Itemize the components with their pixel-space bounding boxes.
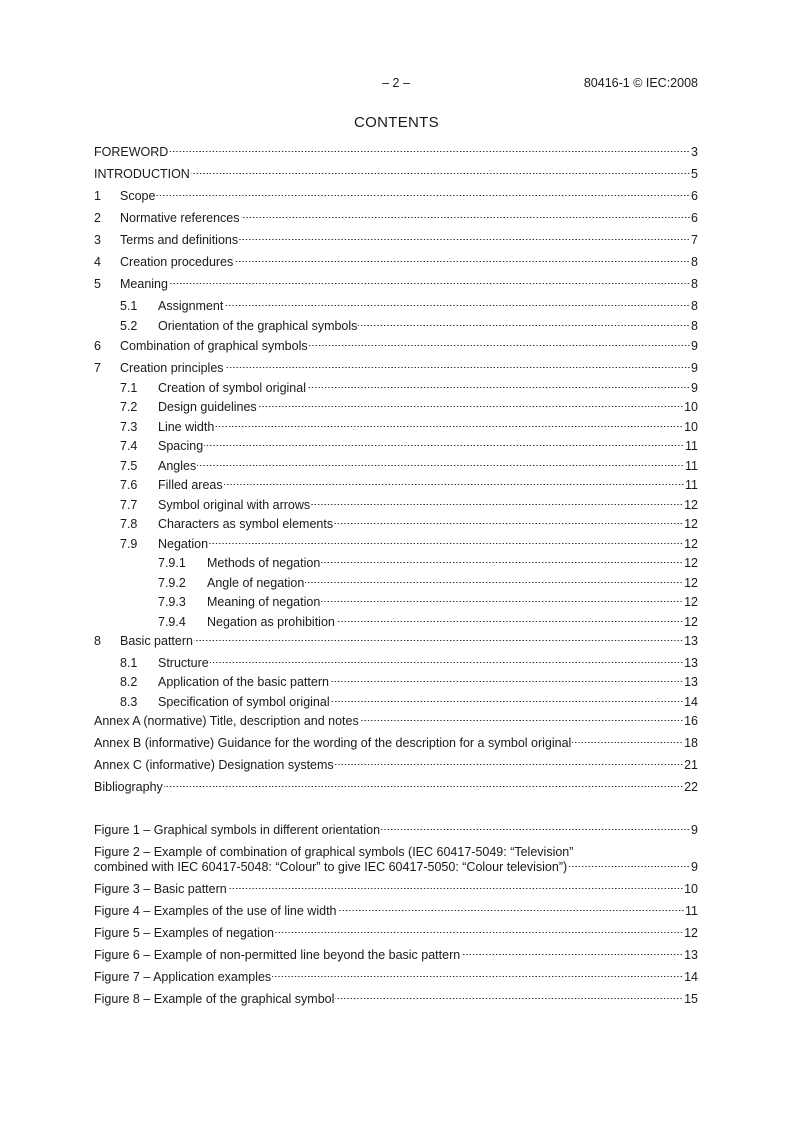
page-number: – 2 –	[382, 76, 410, 90]
toc-entry-terms-and-definitions[interactable]	[94, 233, 698, 250]
toc-entry-page: 6	[691, 211, 698, 225]
toc-entry-page: 12	[684, 498, 698, 512]
dot-leader	[239, 238, 690, 241]
toc-entry-page: 9	[691, 339, 698, 353]
toc-entry-label: Angles	[158, 459, 197, 473]
toc-entry-label: Combination of graphical symbols	[120, 339, 308, 353]
toc-entry-page: 10	[684, 420, 698, 434]
toc-entry-methods-of-negation[interactable]	[94, 556, 698, 573]
toc-entry-page: 14	[684, 695, 698, 709]
dot-leader	[335, 763, 683, 766]
toc-entry-label: Negation as prohibition	[207, 615, 335, 629]
toc-entry-characters[interactable]	[94, 517, 698, 534]
dot-leader	[311, 503, 683, 506]
figure-entry-4[interactable]	[94, 904, 698, 921]
toc-entry-bibliography[interactable]	[94, 780, 698, 797]
toc-entry-page: 12	[684, 576, 698, 590]
dot-leader	[210, 661, 683, 664]
toc-entry-label: Line width	[158, 420, 215, 434]
toc-entry-symbol-original-with-arrows[interactable]	[94, 498, 698, 515]
toc-entry-number: 8	[94, 634, 101, 648]
toc-entry-line-width[interactable]	[94, 420, 698, 437]
dot-leader	[156, 194, 690, 197]
toc-entry-page: 12	[684, 615, 698, 629]
toc-entry-label: Assignment	[158, 299, 224, 313]
figure-entry-2[interactable]	[94, 845, 698, 879]
figure-entry-page: 9	[691, 823, 698, 837]
toc-entry-meaning-of-negation[interactable]	[94, 595, 698, 612]
figure-entry-page: 15	[684, 992, 698, 1006]
figure-entry-5[interactable]	[94, 926, 698, 943]
dot-leader	[204, 444, 684, 447]
toc-entry-page: 13	[684, 656, 698, 670]
dot-leader	[381, 828, 690, 831]
dot-leader	[215, 425, 683, 428]
toc-entry-page: 12	[684, 556, 698, 570]
dot-leader	[197, 464, 684, 467]
dot-leader	[338, 909, 685, 912]
toc-entry-number: 7.9.4	[158, 615, 186, 629]
toc-entry-number: 7.9.3	[158, 595, 186, 609]
figure-entry-page: 14	[684, 970, 698, 984]
toc-entry-label: Angle of negation	[207, 576, 305, 590]
toc-entry-label: FOREWORD	[94, 145, 169, 159]
toc-entry-negation[interactable]	[94, 537, 698, 554]
toc-entry-page: 7	[691, 233, 698, 247]
dot-leader	[334, 522, 683, 525]
toc-entry-page: 8	[691, 255, 698, 269]
dot-leader	[169, 150, 690, 153]
toc-entry-number: 5.2	[120, 319, 138, 333]
toc-entry-normative-references[interactable]	[94, 211, 698, 228]
toc-entry-negation-as-prohibition[interactable]	[94, 615, 698, 632]
toc-entry-spacing[interactable]	[94, 439, 698, 456]
toc-entry-number: 7.5	[120, 459, 138, 473]
figure-entry-1[interactable]	[94, 823, 698, 840]
dot-leader	[209, 542, 683, 545]
toc-entry-number: 5.1	[120, 299, 138, 313]
dot-leader	[568, 865, 690, 868]
toc-entry-orientation[interactable]	[94, 319, 698, 336]
toc-entry-combination[interactable]	[94, 339, 698, 356]
toc-entry-label: Annex A (normative) Title, description and notes	[94, 714, 359, 728]
toc-entry-number: 7	[94, 361, 101, 375]
dot-leader	[305, 581, 683, 584]
figure-entry-label: Figure 2 – Example of combination of graphical symbols (IEC 60417-5049: “Television”	[94, 845, 574, 859]
toc-entry-foreword[interactable]	[94, 145, 698, 162]
toc-entry-label: Symbol original with arrows	[158, 498, 311, 512]
document-reference: 80416-1 © IEC:2008	[583, 76, 698, 90]
figure-entry-page: 13	[684, 948, 698, 962]
toc-entry-number: 7.9.1	[158, 556, 186, 570]
dot-leader	[164, 785, 683, 788]
toc-entry-number: 8.2	[120, 675, 138, 689]
figure-entry-continuation	[94, 860, 698, 874]
toc-entry-label: Creation procedures	[120, 255, 234, 269]
toc-entry-creation-procedures[interactable]	[94, 255, 698, 272]
toc-entry-page: 8	[691, 277, 698, 291]
toc-entry-page: 5	[691, 167, 698, 181]
dot-leader	[258, 405, 683, 408]
figure-entry-label: Figure 6 – Example of non-permitted line beyond the basic pattern	[94, 948, 461, 962]
dot-leader	[461, 953, 683, 956]
figure-entry-7[interactable]	[94, 970, 698, 987]
toc-entry-page: 8	[691, 319, 698, 333]
toc-entry-meaning[interactable]	[94, 277, 698, 294]
toc-entry-number: 7.6	[120, 478, 138, 492]
toc-entry-page: 10	[684, 400, 698, 414]
figure-entry-label-cont: combined with IEC 60417-5048: “Colour” to give IEC 60417-5050: “Colour television”)	[94, 860, 568, 874]
toc-entry-page: 11	[685, 439, 698, 453]
toc-entry-angle-of-negation[interactable]	[94, 576, 698, 593]
toc-entry-specification[interactable]	[94, 695, 698, 712]
dot-leader	[572, 741, 683, 744]
dot-leader	[241, 216, 691, 219]
toc-entry-introduction[interactable]	[94, 167, 698, 184]
dot-leader	[224, 483, 684, 486]
figure-entry-label: Figure 3 – Basic pattern	[94, 882, 227, 896]
toc-entry-label: Spacing	[158, 439, 204, 453]
toc-entry-scope[interactable]	[94, 189, 698, 206]
figure-entry-page: 10	[684, 882, 698, 896]
toc-entry-number: 4	[94, 255, 101, 269]
toc-entry-number: 7.1	[120, 381, 138, 395]
toc-entry-page: 13	[684, 634, 698, 648]
figure-entry-page: 11	[685, 904, 698, 918]
toc-entry-number: 6	[94, 339, 101, 353]
figure-entry-page: 12	[684, 926, 698, 940]
dot-leader	[360, 719, 683, 722]
toc-entry-filled-areas[interactable]	[94, 478, 698, 495]
toc-entry-label: Creation principles	[120, 361, 224, 375]
toc-entry-number: 7.3	[120, 420, 138, 434]
dot-leader	[307, 386, 690, 389]
dot-leader	[335, 997, 683, 1000]
toc-entry-label: Application of the basic pattern	[158, 675, 329, 689]
dot-leader	[331, 700, 683, 703]
toc-entry-label: Meaning of negation	[207, 595, 321, 609]
dot-leader	[234, 260, 690, 263]
figure-entry-8[interactable]	[94, 992, 698, 1009]
toc-entry-assignment[interactable]	[94, 299, 698, 316]
toc-entry-annex-c[interactable]	[94, 758, 698, 775]
toc-entry-annex-a[interactable]	[94, 714, 698, 731]
dot-leader	[309, 344, 690, 347]
dot-leader	[272, 975, 683, 978]
toc-entry-label: Characters as symbol elements	[158, 517, 334, 531]
toc-entry-page: 8	[691, 299, 698, 313]
dot-leader	[224, 304, 690, 307]
toc-entry-page: 9	[691, 361, 698, 375]
toc-entry-label: Bibliography	[94, 780, 163, 794]
toc-entry-page: 13	[684, 675, 698, 689]
dot-leader	[228, 887, 683, 890]
toc-entry-number: 7.7	[120, 498, 138, 512]
figure-entry-3[interactable]	[94, 882, 698, 899]
dot-leader	[225, 366, 691, 369]
toc-entry-label: Negation	[158, 537, 209, 551]
toc-entry-number: 8.3	[120, 695, 138, 709]
toc-entry-page: 12	[684, 517, 698, 531]
toc-entry-page: 18	[684, 736, 698, 750]
dot-leader	[358, 324, 690, 327]
figure-entry-label: Figure 5 – Examples of negation	[94, 926, 274, 940]
toc-entry-label: Annex B (informative) Guidance for the wording of the description for a symbol original	[94, 736, 572, 750]
toc-entry-number: 7.2	[120, 400, 138, 414]
toc-entry-label: Orientation of the graphical symbols	[158, 319, 358, 333]
toc-entry-label: Design guidelines	[158, 400, 257, 414]
page-header	[94, 76, 698, 94]
toc-entry-label: INTRODUCTION	[94, 167, 190, 181]
toc-entry-page: 3	[691, 145, 698, 159]
toc-entry-page: 6	[691, 189, 698, 203]
toc-entry-page: 9	[691, 381, 698, 395]
toc-entry-creation-principles[interactable]	[94, 361, 698, 378]
toc-entry-label: Structure	[158, 656, 209, 670]
toc-entry-annex-b[interactable]	[94, 736, 698, 753]
toc-entry-label: Basic pattern	[120, 634, 193, 648]
toc-entry-number: 7.9.2	[158, 576, 186, 590]
toc-entry-number: 8.1	[120, 656, 138, 670]
figure-entry-label: Figure 8 – Example of the graphical symbol	[94, 992, 335, 1006]
toc-entry-application-of-basic-pattern[interactable]	[94, 675, 698, 692]
dot-leader	[330, 680, 683, 683]
toc-entry-angles[interactable]	[94, 459, 698, 476]
dot-leader	[169, 282, 690, 285]
toc-entry-number: 2	[94, 211, 101, 225]
figure-entry-label: Figure 7 – Application examples	[94, 970, 272, 984]
toc-entry-page: 22	[684, 780, 698, 794]
toc-entry-number: 7.8	[120, 517, 138, 531]
dot-leader	[336, 620, 683, 623]
page-title: CONTENTS	[354, 114, 439, 131]
toc-entry-page: 11	[685, 459, 698, 473]
toc-entry-design-guidelines[interactable]	[94, 400, 698, 417]
dot-leader	[321, 600, 683, 603]
figure-entry-6[interactable]	[94, 948, 698, 965]
toc-entry-label: Specification of symbol original	[158, 695, 330, 709]
toc-entry-label: Scope	[120, 189, 156, 203]
toc-entry-label: Normative references	[120, 211, 240, 225]
toc-entry-page: 12	[684, 595, 698, 609]
toc-entry-label: Creation of symbol original	[158, 381, 306, 395]
toc-entry-page: 21	[684, 758, 698, 772]
toc-entry-label: Methods of negation	[207, 556, 321, 570]
toc-entry-label: Meaning	[120, 277, 168, 291]
toc-entry-label: Annex C (informative) Designation systems	[94, 758, 334, 772]
dot-leader	[194, 639, 683, 642]
toc-entry-structure[interactable]	[94, 656, 698, 673]
dot-leader	[191, 172, 690, 175]
toc-entry-number: 7.4	[120, 439, 138, 453]
dot-leader	[275, 931, 683, 934]
figure-entry-label: Figure 4 – Examples of the use of line width	[94, 904, 337, 918]
toc-entry-number: 3	[94, 233, 101, 247]
toc-entry-number: 5	[94, 277, 101, 291]
toc-entry-label: Filled areas	[158, 478, 223, 492]
toc-entry-page: 12	[684, 537, 698, 551]
toc-entry-page: 11	[685, 478, 698, 492]
toc-entry-basic-pattern[interactable]	[94, 634, 698, 651]
dot-leader	[321, 561, 683, 564]
toc-entry-page: 16	[684, 714, 698, 728]
toc-entry-number: 1	[94, 189, 101, 203]
figure-entry-label: Figure 1 – Graphical symbols in different orientation	[94, 823, 381, 837]
toc-entry-number: 7.9	[120, 537, 138, 551]
toc-entry-creation-of-symbol-original[interactable]	[94, 381, 698, 398]
figure-entry-page: 9	[691, 860, 698, 874]
toc-entry-label: Terms and definitions	[120, 233, 239, 247]
